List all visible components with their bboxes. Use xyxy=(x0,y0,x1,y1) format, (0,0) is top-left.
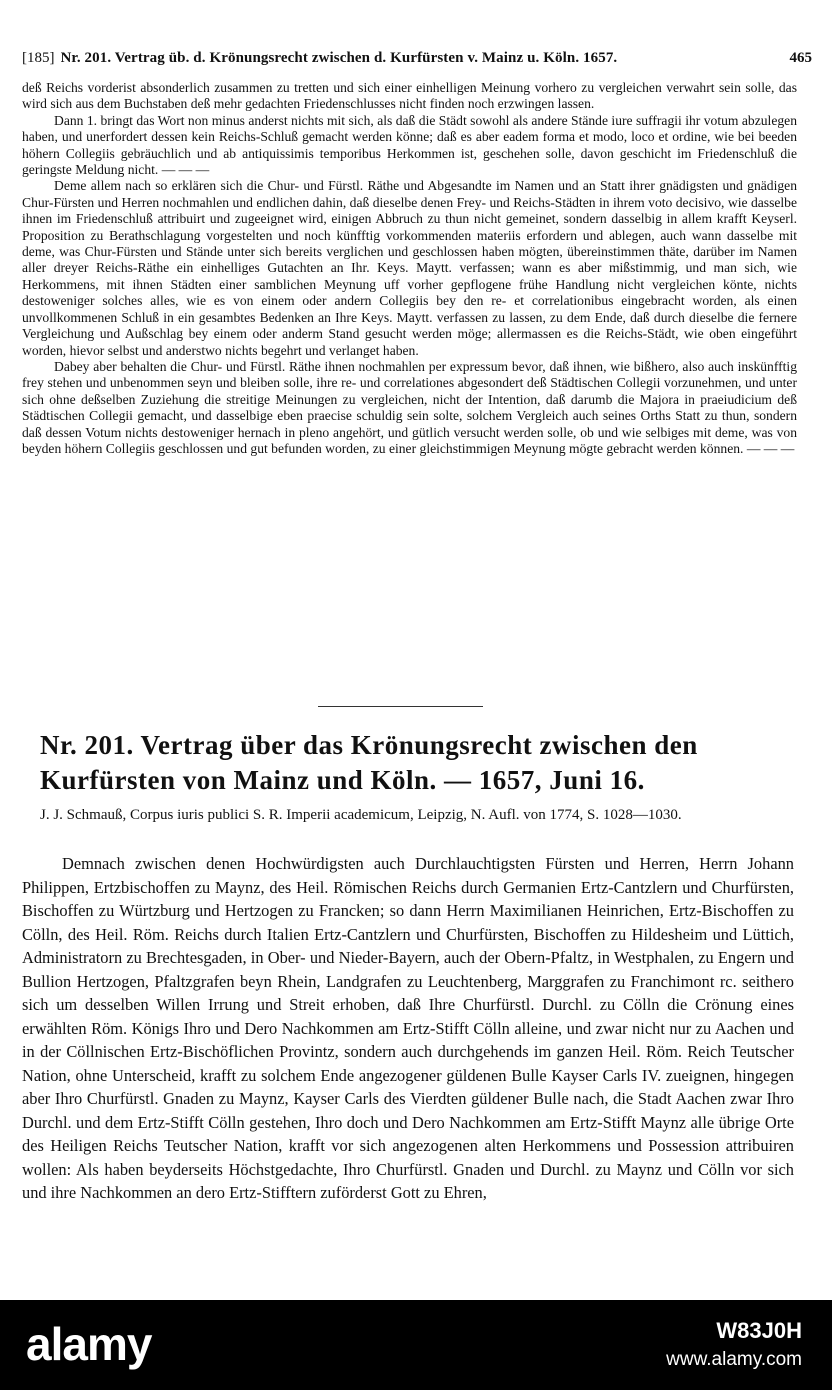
paragraph: Dabey aber behalten die Chur- und Fürstl. Räthe ihnen nochmahlen per expressum bevor, daß ihnen, wie bißhero, also auch inskünfftig frey stehen und unbenommen seyn und bleiben solle, ihre re- und correlationes abgesondert deß Städtischen Collegii vorzunehmen, und unter sich ohne deßselben Zuziehung die streitige Meinungen zu vergleichen, nicht der Intention, daß darumb die Majora in praeiudicium deß Städtischen Collegii gemacht, und dasselbige eben praecise schuldig sein solte, solchem Vergleich auch seines Orths Statt zu thun, sondern daß dessen Votum nichts destoweniger hernach in pleno angehört, und gütlich versucht werden solle, ob und wie selbiges mit deme, was von beyden höhern Collegiis geschlossen und gut befunden worden, zu einer gleichstimmigen Meynung mögte gebracht werden können. — — — xyxy=(22,358,797,456)
paragraph: Dann 1. bringt das Wort non minus anderst nichts mit sich, als daß die Städt sowohl als andere Stände iure suffragii ihr votum abzulegen haben, und unerfordert dessen kein Reichs-Schluß gemacht werden könne; daß es aber eadem forma et modo, loco et ordine, wie bei beeden höhern Collegiis gebräuchlich und ab antiquissimis temporibus Herkommen ist, geschehen solle, davon geschicht im Friedenschluß die geringste Meldung nicht. — — — xyxy=(22,112,797,178)
paragraph: Demnach zwischen denen Hochwürdigsten auch Durchlauchtigsten Fürsten und Herren, Herrn Johann Philippen, Ertzbischoffen zu Maynz, des Heil. Römischen Reichs durch Germanien Ertz-Cantzlern und Churfürsten, Bischoffen zu Würtzburg und Hertzogen zu Francken; so dann Herrn Maximilianen Heinrichen, Ertz-Bischoffen zu Cölln, des Heil. Röm. Reichs durch Italien Ertz-Cantzlern und Churfürsten, Bischoffen zu Hildesheim und Lüttich, Administratorn zu Brechtesgaden, in Ober- und Nieder-Bayern, auch der Obern-Pfaltz, in Westphalen, zu Engern und Bullion Hertzogen, Pfaltzgrafen beyn Rhein, Landgrafen zu Leuchtenberg, Marggrafen zu Franchimont rc. seithero sich um desselben Willen Irrung und Streit erhoben, daß Ihre Churfürstl. Durchl. zu Cölln die Crönung eines erwählten Röm. Königs Ihro und Dero Nachkommen am Ertz-Stifft Cölln alleine, und zwar nicht nur zu Aachen und in der Cöllnischen Ertz-Bischöflichen Provintz, sondern auch durchgehends im ganzen Heil. Röm. Reich Teutscher Nation, ohne Unterscheid, krafft zu solchem Ende angezogener güldenen Bulle Kayser Carls IV. zueignen, hingegen aber Ihro Churfürstl. Gnaden zu Maynz, Kayser Carls des Vierdten güldener Bulle nach, die Stadt Aachen zwar Ihro Durchl. und dem Ertz-Stifft Cölln gestehen, Ihro doch und Dero Nachkommen am Ertz-Stifft Maynz alle übrige Orte des Heiligen Reichs Teutscher Nation, krafft vor sich angezogenen alten Herkommens und Possession attribuiren wollen: Als haben beyderseits Höchstgedachte, Ihro Churfürstl. Gnaden und Durchl. zu Maynz und Cölln vor sich und ihre Nachkommen an dero Ertz-Stifftern zuförderst Gott zu Ehren, xyxy=(22,854,794,1202)
paragraph: Deme allem nach so erklären sich die Chur- und Fürstl. Räthe und Abgesandte im Namen und an Statt ihrer gnädigsten und gnädigen Chur-Fürsten und Herren nochmahlen und endlichen dahin, daß dieselbe denen Frey- und Reichs-Städten in ihrem voto decisivo, wie dasselbe ihnen im Friedenschluß attribuirt und zugeeignet wird, einigen Abbruch zu thun nicht gemeinet, sondern dasselbig in allem krafft Keyserl. Proposition zu Berathschlagung vorgestelten und noch künfftig vorkommenden materiis erfordern und ablegen, auch wann dasselbe mit deme, was Chur-Fürsten und Stände unter sich bereits verglichen und geschlossen haben mögten, übereinstimmen thäte, darüber im Namen aller dreyer Reichs-Räthe ein einhelliges Gutachten an Ihr. Keys. Maytt. verfassen; wann es aber mißstimmig, und man sich, wie Herkommens, mit ihnen Städten einer samblichen Meynung uff vorher gepflogene frühe Handlung nicht vergleichen könte, nichts destoweniger solches alles, wie es von einem oder andern Collegiis bey den re- et correlationibus eingebracht worden, als einen unvollkommenen Schluß in ein gesambtes Bedenken an Ihre Keys. Maytt. verfassen zu lassen, zu dem Ende, daß durch dieselbe die fernere Vergleichung und Außschlag bey einem oder anderm Stand gesucht werden möge; allermassen es die Reichs-Städt, wie oben eingeführt worden, hievor selbst und anderstwo nichts begehrt und verlanget haben. xyxy=(22,178,797,358)
section-divider xyxy=(318,706,483,707)
document-body xyxy=(22,852,794,1205)
page-number: 465 xyxy=(789,50,812,66)
running-title: Nr. 201. Vertrag üb. d. Krönungsrecht zwischen d. Kurfürsten v. Mainz u. Köln. 1657. xyxy=(60,50,618,66)
page-reference: [185] xyxy=(22,50,55,66)
image-id: W83J0H xyxy=(716,1318,802,1343)
document-title: Nr. 201. Vertrag über das Krönungsrecht zwischen den Kurfürsten von Mainz und Köln. — 1657, Juni 16. xyxy=(40,730,698,795)
alamy-logo: alamy xyxy=(26,1318,152,1370)
footer-url: www.alamy.com xyxy=(666,1349,802,1370)
running-header xyxy=(22,50,812,74)
paragraph: deß Reichs vorderist absonderlich zusammen zu tretten und sich einer einhelligen Meinung vorhero zu vergleichen verwahrt sein solle, das wird sich aus dem Buchstaben deß mehr gedachten Friedenschlusses nicht finden noch erzwingen lassen. xyxy=(22,80,797,112)
previous-document-text xyxy=(22,80,797,457)
source-citation: J. J. Schmauß, Corpus iuris publici S. R. Imperii academicum, Leipzig, N. Aufl. von 1774, S. 1028—1030. xyxy=(40,807,682,823)
